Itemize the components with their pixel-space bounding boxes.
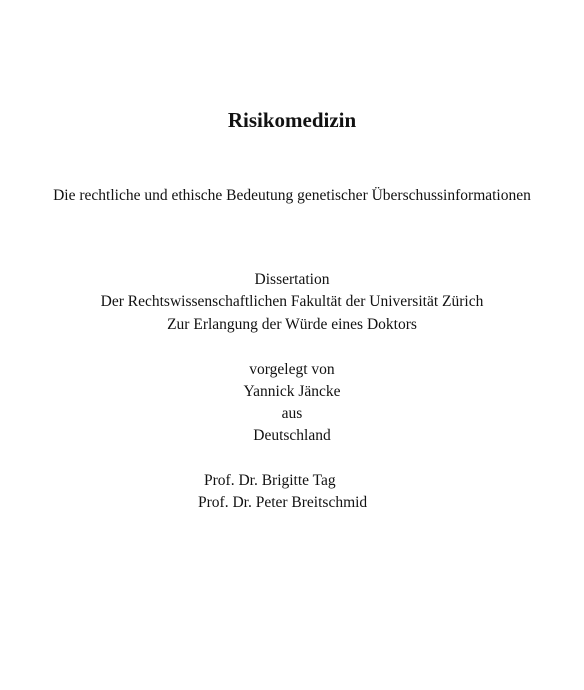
degree-line: Zur Erlangung der Würde eines Doktors [167, 316, 417, 333]
supervisor-2: Prof. Dr. Peter Breitschmid [198, 494, 368, 511]
supervisor-1: Prof. Dr. Brigitte Tag [204, 472, 336, 489]
document-subtitle: Die rechtliche und ethische Bedeutung genetischer Überschussinformationen [53, 187, 531, 204]
submitted-by-label: vorgelegt von [249, 361, 335, 378]
from-label: aus [281, 405, 303, 422]
faculty-line: Der Rechtswissenschaftlichen Fakultät der Universität Zürich [100, 293, 484, 310]
dissertation-label: Dissertation [254, 271, 330, 288]
author-origin: Deutschland [253, 427, 331, 444]
supervisors-block [198, 470, 458, 514]
author-name: Yannick Jäncke [243, 383, 341, 400]
document-title: Risikomedizin [227, 108, 357, 132]
